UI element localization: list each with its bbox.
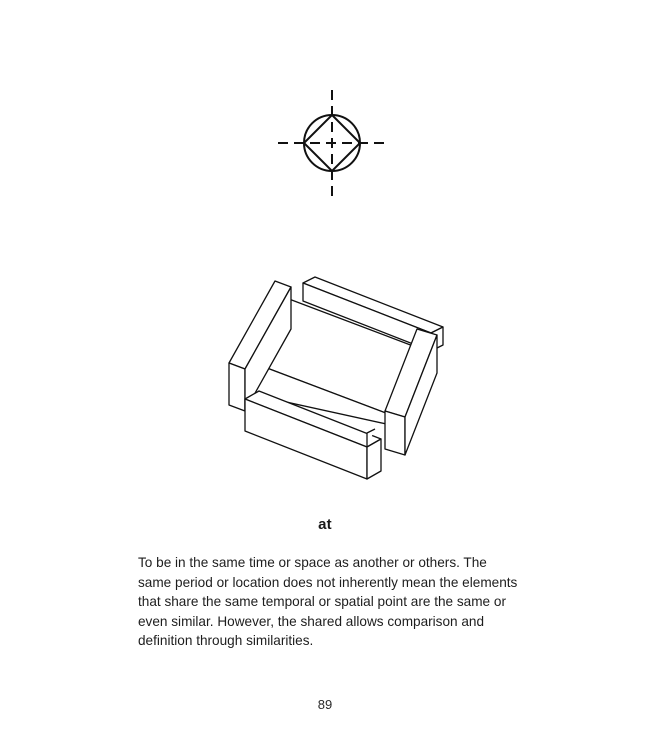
page-number: 89 xyxy=(317,697,333,712)
isometric-blocks-around-slab-icon xyxy=(215,265,455,480)
entry-definition: To be in the same time or space as another or others. The same period or location does not inherently mean the elements that share the same temporal or spatial point are the same or even similar. However, the shared allows comparison and definition through similarities. xyxy=(138,555,518,648)
circle-diamond-crosshair-icon xyxy=(270,88,390,203)
entry-term: at xyxy=(318,516,332,533)
